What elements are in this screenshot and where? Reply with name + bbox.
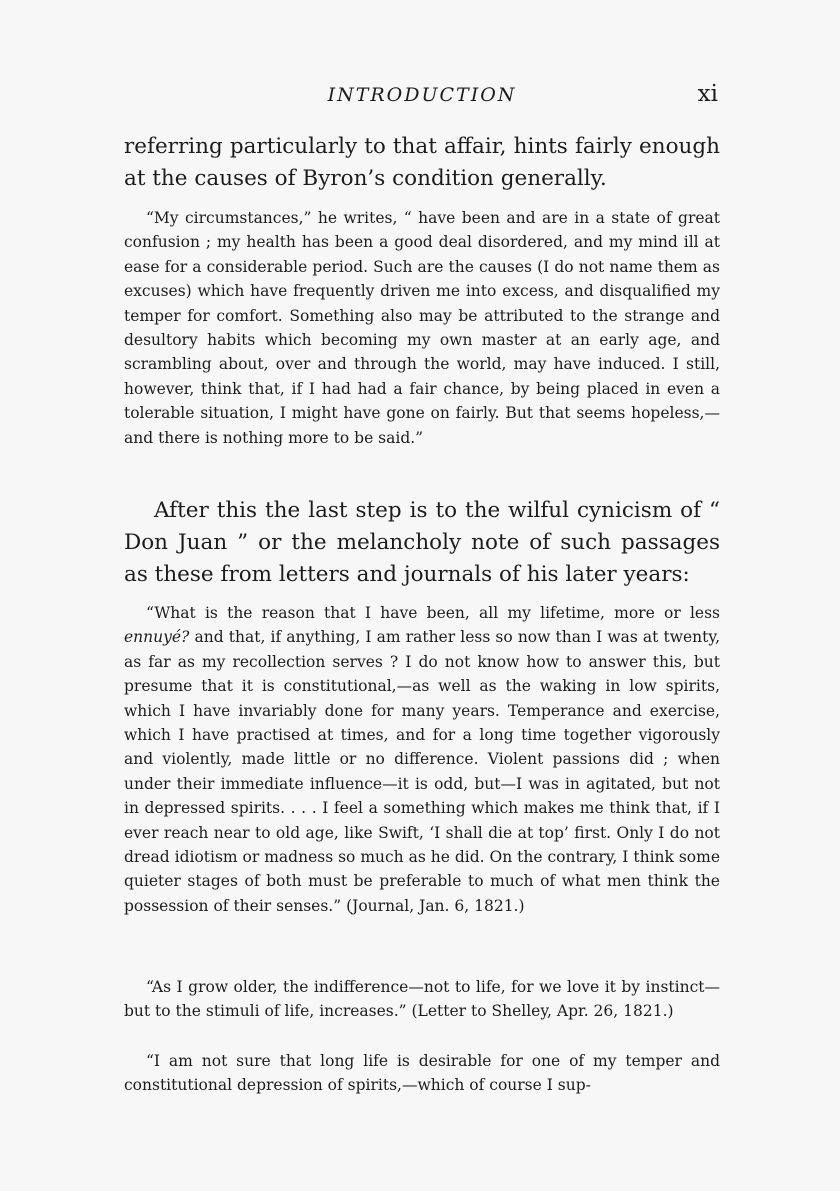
running-title: INTRODUCTION bbox=[327, 84, 517, 106]
page-number: xi bbox=[697, 81, 718, 107]
final-quote-paragraph: “I am not sure that long life is desirable for one of my temper and constitutional depression of spirits,—which of course I sup- bbox=[124, 1052, 720, 1095]
quoted-letter-paragraph: “My circumstances,” he writes, “ have been and are in a state of great confusion ; my health has been a good deal disordered, and my mind ill at ease for a considerable period. Such are the causes (I do not name them as excuses) which have frequently driven me into excess, and disqualified my temper for comfort. Something also may be attributed to the strange and desultory habits which becoming my own master at an early age, and scrambling about, over and through the world, may have induced. I still, however, think that, if I had had a fair chance, by being placed in even a tolerable situation, I might have gone on fairly. But that seems hopeless,—and there is nothing more to be said.” bbox=[124, 209, 720, 447]
journal-quote-text-2: and that, if anything, I am rather less so now than I was at twenty, as far as my recollection serves ? I do not know how to answer this, but presume that it is constitutional,—as well as the waking in low spirits, which I have invariably done for many years. Temperance and exercise, which I have practised at times, and for a long time together vigorously and violently, made little or no difference. Violent passions did ; when under their immediate influence—it is odd, but—I was in agitated, but not in depressed spirits. . . . I feel a something which makes me think that, if I ever reach near to old age, like Swift, ‘I shall die at top’ first. Only I do not dread idiotism or madness so much as he did. On the contrary, I think some quieter stages of both must be preferable to much of what men think the possession of their senses.” (Journal, Jan. 6, 1821.) bbox=[124, 628, 720, 915]
journal-quote-text-1: “What is the reason that I have been, all my lifetime, more or less bbox=[146, 604, 720, 622]
journal-quote-paragraph bbox=[124, 601, 720, 918]
page-header bbox=[124, 81, 720, 114]
foreign-word: ennuyé? bbox=[124, 628, 190, 647]
opening-paragraph: referring particularly to that affair, hints fairly enough at the causes of Byron’s condition generally. bbox=[124, 134, 720, 191]
transition-paragraph: After this the last step is to the wilful cynicism of “ Don Juan ” or the melancholy note of such passages as these from letters and journals of his later years: bbox=[124, 498, 720, 587]
letter-quote-paragraph: “As I grow older, the indifference—not to life, for we love it by instinct—but to the stimuli of life, increases.” (Letter to Shelley, Apr. 26, 1821.) bbox=[124, 978, 720, 1021]
